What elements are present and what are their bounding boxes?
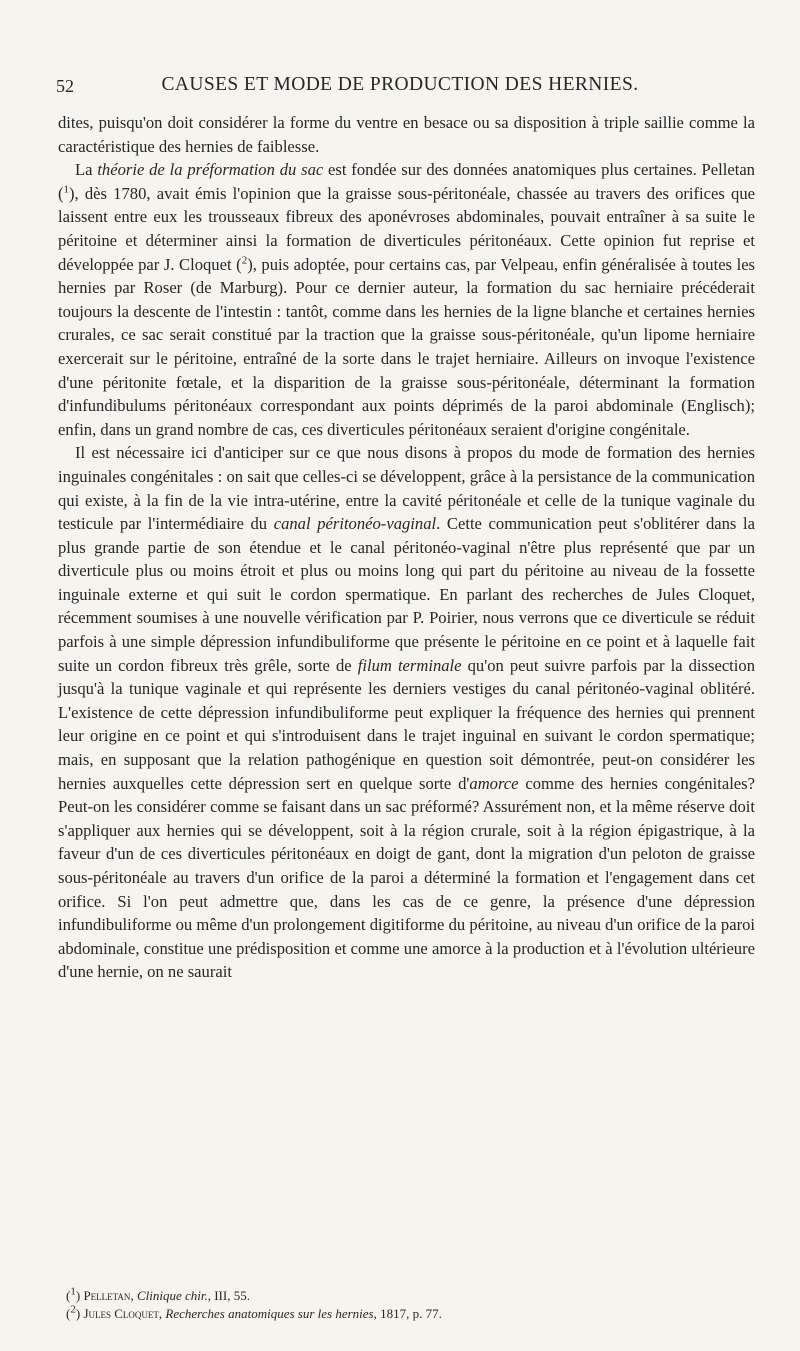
running-title: CAUSES ET MODE DE PRODUCTION DES HERNIES.: [161, 74, 639, 95]
footnote-ref-2: 2: [241, 254, 248, 267]
paragraph-2: [58, 158, 755, 441]
paragraph-3-text-a: Il est nécessaire ici d'anticiper sur ce que nous disons à propos du mode de formation des hernies inguinales congénitales : on sait que celles-ci se développent, grâce à la persistance de la communication qui existe, à la fin de la vie intra-utérine, entre la cavité péritonéale et celle de la tunique vaginale du testicule par l'intermédiaire du: [58, 443, 755, 534]
paragraph-2-text-a: est fondée sur des données anatomiques plus certaines. Pelletan (: [58, 160, 755, 203]
paragraph-3-text-c: qu'on peut suivre parfois par la dissection jusqu'à la tunique vaginale et qui représente les derniers vestiges du canal péritonéo-vaginal oblitéré. L'existence de cette dépression infundibuliforme peut expliquer la fréquence des hernies qui prennent leur origine en ce point et qui s'introduisent dans le trajet inguinal en suivant le cordon spermatique; mais, en supposant que la relation pathogénique en question soit démontrée, peut-on considérer les hernies auxquelles cette dépression sert en quelque sorte d': [58, 655, 756, 793]
footnote: ($^1$) Pelletan, Clinique chir., III, 55.: [66, 1285, 250, 1303]
paragraph-1: [58, 111, 755, 158]
paragraph-3-text-b: . Cette communication peut s'oblitérer dans la plus grande partie de son étendue et le canal péritonéo-vaginal n'être plus représenté que par un diverticule plus ou moins étroit et plus ou moins long qui part du péritoine au niveau de la fossette inguinale externe et qui suit le cordon spermatique. En parlant des recherches de Jules Cloquet, récemment soumises à une nouvelle vérification par P. Poirier, nous verrons que ce diverticule se réduit parfois à une simple dépression infundibuliforme que présente le péritoine en ce point et à laquelle fait suite un cordon fibreux très grêle, sorte de: [58, 514, 755, 675]
footnote-mark: 2: [70, 1303, 76, 1316]
paragraph-2-text-b: ), dès 1780, avait émis l'opinion que la graisse sous-péritonéale, chassée au travers des orifices que laissent entre eux les trousseaux fibreux des aponévroses abdominales, pouvait entraîner à sa suite le péritoine et déterminer ainsi la formation de diverticules péritonéaux. Cette opinion fut reprise et développée par J. Cloquet (: [58, 183, 755, 274]
body-text: [58, 111, 755, 984]
footnote-work: Clinique chir.: [136, 1288, 208, 1303]
paragraph-3: [58, 441, 755, 984]
paragraph-2-lead: La: [75, 160, 98, 180]
footnote-ref-1: 1: [63, 183, 70, 196]
footnote-author: Jules Cloquet: [83, 1306, 159, 1321]
page-header: [56, 74, 744, 104]
term-canal: canal péritonéo-vaginal: [273, 514, 437, 534]
paragraph-1-text: dites, puisqu'on doit considérer la forme du ventre en besace ou sa disposition à triple saillie comme la caractéristique des hernies de faiblesse.: [58, 113, 755, 156]
footnote-mark: 1: [70, 1285, 76, 1298]
term-amorce: amorce: [469, 773, 519, 793]
footnote-details: , III, 55.: [207, 1288, 250, 1303]
term-filum: filum terminale: [357, 655, 462, 675]
paragraph-2-text-c: ), puis adoptée, pour certains cas, par Velpeau, enfin généralisée à toutes les hernies par Roser (de Marburg). Pour ce dernier auteur, la formation du sac herniaire précéderait toujours la descente de l'intestin : tantôt, comme dans les hernies de la ligne blanche et certaines hernies crurales, ce sac serait constitué par la traction que la graisse sous-péritonéale, qu'un lipome herniaire exercerait sur le péritoine, entraîné de la sorte dans le trajet herniaire. Ailleurs on invoque l'existence d'une péritonite fœtale, et la disparition de la graisse sous-péritonéale, déterminant la formation d'infundibulums péritonéaux correspondant aux points déprimés de la paroi abdominale (Englisch); enfin, dans un grand nombre de cas, ces diverticules péritonéaux seraient d'origine congénitale.: [58, 254, 756, 439]
paragraph-3-text-d: comme des hernies congénitales? Peut-on les considérer comme se faisant dans un sac préformé? Assurément non, et la même réserve doit s'appliquer aux hernies qui se développent, soit à la région crurale, soit à la région épigastrique, à la faveur d'un de ces diverticules péritonéaux en doigt de gant, dont la migration d'un peloton de graisse sous-péritonéale au travers d'un orifice de la paroi a déterminé la formation et l'engagement dans cet orifice. Si l'on peut admettre que, dans les cas de ce genre, la présence d'une dépression infundibuliforme ou même d'un prolongement digitiforme du péritoine, au niveau d'un orifice de la paroi abdominale, constitue une prédisposition et comme une amorce à la production et à l'évolution ultérieure d'une hernie, on ne saurait: [58, 773, 755, 982]
page-number: 52: [56, 76, 74, 96]
footnote-work: Recherches anatomiques sur les hernies: [165, 1306, 374, 1321]
footnotes: [58, 1287, 755, 1323]
footnote-details: , 1817, p. 77.: [373, 1306, 442, 1321]
footnote: ($^2$) Jules Cloquet, Recherches anatomiques sur les hernies, 1817, p. 77.: [66, 1303, 442, 1321]
term-preformation-theory: théorie de la préformation du sac: [97, 160, 324, 180]
footnote-author: Pelletan: [83, 1288, 131, 1303]
